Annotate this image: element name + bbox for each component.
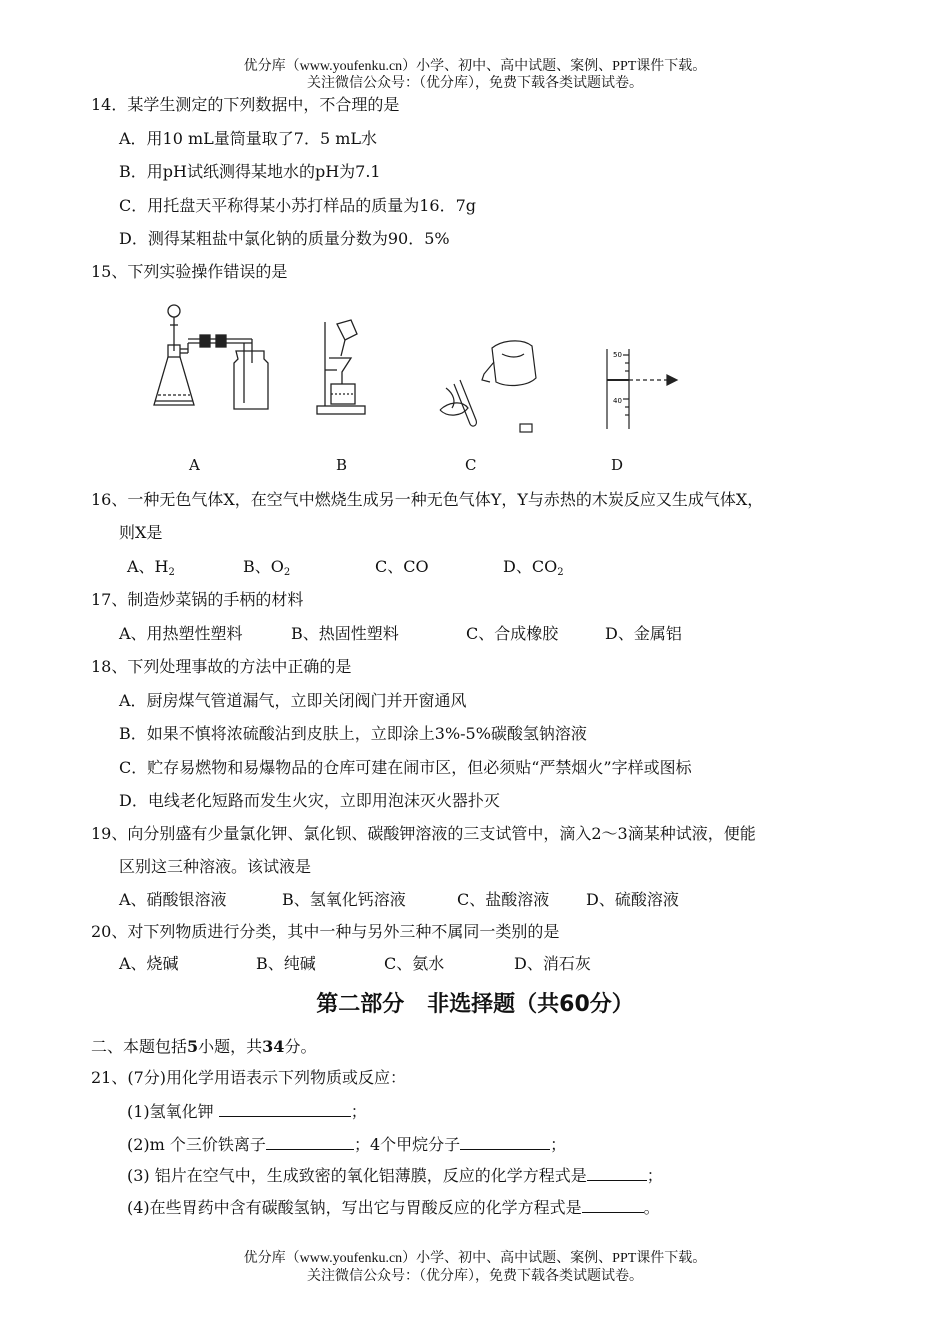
q18-stem: 18、下列处理事故的方法中正确的是 <box>91 657 352 676</box>
q14-option-d: D．测得某粗盐中氯化钠的质量分数为90．5% <box>119 229 450 248</box>
q18-option-b: B．如果不慎将浓硫酸沾到皮肤上，立即涂上3%-5%碳酸氢钠溶液 <box>119 724 587 743</box>
apparatus-a-flask-bottle-illustration <box>150 303 275 418</box>
cylinder-tick-40: 40 <box>613 397 622 405</box>
q15-label-b: B <box>336 456 348 474</box>
q20-stem: 20、对下列物质进行分类，其中一种与另外三种不属同一类别的是 <box>91 922 560 941</box>
apparatus-d-cylinder-reading-illustration <box>595 343 690 433</box>
q14-option-b: B．用pH试纸测得某地水的pH为7.1 <box>119 162 381 181</box>
q20-option-c: C、氨水 <box>384 954 445 973</box>
q19-stem-line1: 19、向分别盛有少量氯化钾、氯化钡、碳酸钾溶液的三支试管中，滴入2～3滴某种试液，便能 <box>91 824 756 843</box>
q21-stem: 21、(7分)用化学用语表示下列物质或反应： <box>91 1068 407 1087</box>
q14-stem: 14．某学生测定的下列数据中，不合理的是 <box>91 95 400 114</box>
q16-stem-line2: 则X是 <box>119 523 163 542</box>
apparatus-b-filtration-illustration <box>315 318 375 418</box>
q16-option-b: B、$O_2$ <box>243 557 291 578</box>
q21-part2: (2)m 个三价铁离子 ；4个甲烷分子 ； <box>127 1135 567 1154</box>
q21-part4-blank[interactable] <box>582 1196 644 1213</box>
q17-option-a: A、用热塑性塑料 <box>119 624 243 643</box>
q18-option-c: C．贮存易燃物和易爆物品的仓库可建在闹市区，但必须贴“严禁烟火”字样或图标 <box>119 758 692 777</box>
q16-option-a: A、$H_2$ <box>127 557 175 578</box>
q21-part3-blank[interactable] <box>587 1164 647 1181</box>
q17-stem: 17、制造炒菜锅的手柄的材料 <box>91 590 304 609</box>
q18-option-a: A．厨房煤气管道漏气，立即关闭阀门并开窗通风 <box>119 691 467 710</box>
q21-part1-blank[interactable] <box>219 1100 351 1117</box>
q20-option-b: B、纯碱 <box>256 954 316 973</box>
q17-option-d: D、金属铝 <box>605 624 682 643</box>
q15-stem: 15、下列实验操作错误的是 <box>91 262 288 281</box>
q19-option-d: D、硫酸溶液 <box>586 890 679 909</box>
q17-option-b: B、热固性塑料 <box>291 624 399 643</box>
q19-option-c: C、盐酸溶液 <box>457 890 550 909</box>
page-footer-line2: 关注微信公众号：（优分库），免费下载各类试题试卷。 <box>307 1269 643 1284</box>
q18-option-d: D．电线老化短路而发生火灾，立即用泡沫灭火器扑灭 <box>119 791 500 810</box>
q19-option-a: A、硝酸银溶液 <box>119 890 227 909</box>
page-header-line2: 关注微信公众号：（优分库），免费下载各类试题试卷。 <box>307 76 643 91</box>
q16-option-d: D、$CO_2$ <box>503 557 564 578</box>
q14-option-c: C．用托盘天平称得某小苏打样品的质量为16．7g <box>119 196 477 215</box>
q21-part2-blank-b[interactable] <box>460 1133 550 1150</box>
q21-part1: (1)氢氧化钾 ； <box>127 1102 367 1121</box>
q15-label-c: C <box>465 456 477 474</box>
part2-title: 第二部分 非选择题（共60分） <box>316 992 634 1017</box>
page-header-line1: 优分库（www.youfenku.cn）小学、初中、高中试题、案例、PPT课件下载。 <box>243 59 707 74</box>
page-footer-line1: 优分库（www.youfenku.cn）小学、初中、高中试题、案例、PPT课件下载。 <box>243 1251 707 1266</box>
q20-option-d: D、消石灰 <box>514 954 591 973</box>
q15-label-a: A <box>189 456 200 474</box>
cylinder-tick-50: 50 <box>613 351 622 359</box>
q19-option-b: B、氢氧化钙溶液 <box>282 890 406 909</box>
q17-option-c: C、合成橡胶 <box>466 624 559 643</box>
q20-option-a: A、烧碱 <box>119 954 179 973</box>
q16-stem-line1: 16、一种无色气体X，在空气中燃烧生成另一种无色气体Y，Y与赤热的木炭反应又生成气体X， <box>91 490 764 509</box>
q21-part2-blank-a[interactable] <box>266 1133 354 1150</box>
apparatus-c-pouring-illustration <box>432 328 542 438</box>
q14-option-a: A．用10 mL量筒量取了7．5 mL水 <box>119 129 378 148</box>
part2-intro: 二、本题包括5小题，共34分。 <box>91 1037 317 1056</box>
q19-stem-line2: 区别这三种溶液。该试液是 <box>119 857 312 876</box>
q16-option-c: C、CO <box>375 557 429 576</box>
q21-part3: (3) 铝片在空气中，生成致密的氧化铝薄膜，反应的化学方程式是 ； <box>127 1166 663 1185</box>
q21-part4: (4)在些胃药中含有碳酸氢钠，写出它与胃酸反应的化学方程式是 。 <box>127 1198 660 1217</box>
q15-label-d: D <box>611 456 624 474</box>
